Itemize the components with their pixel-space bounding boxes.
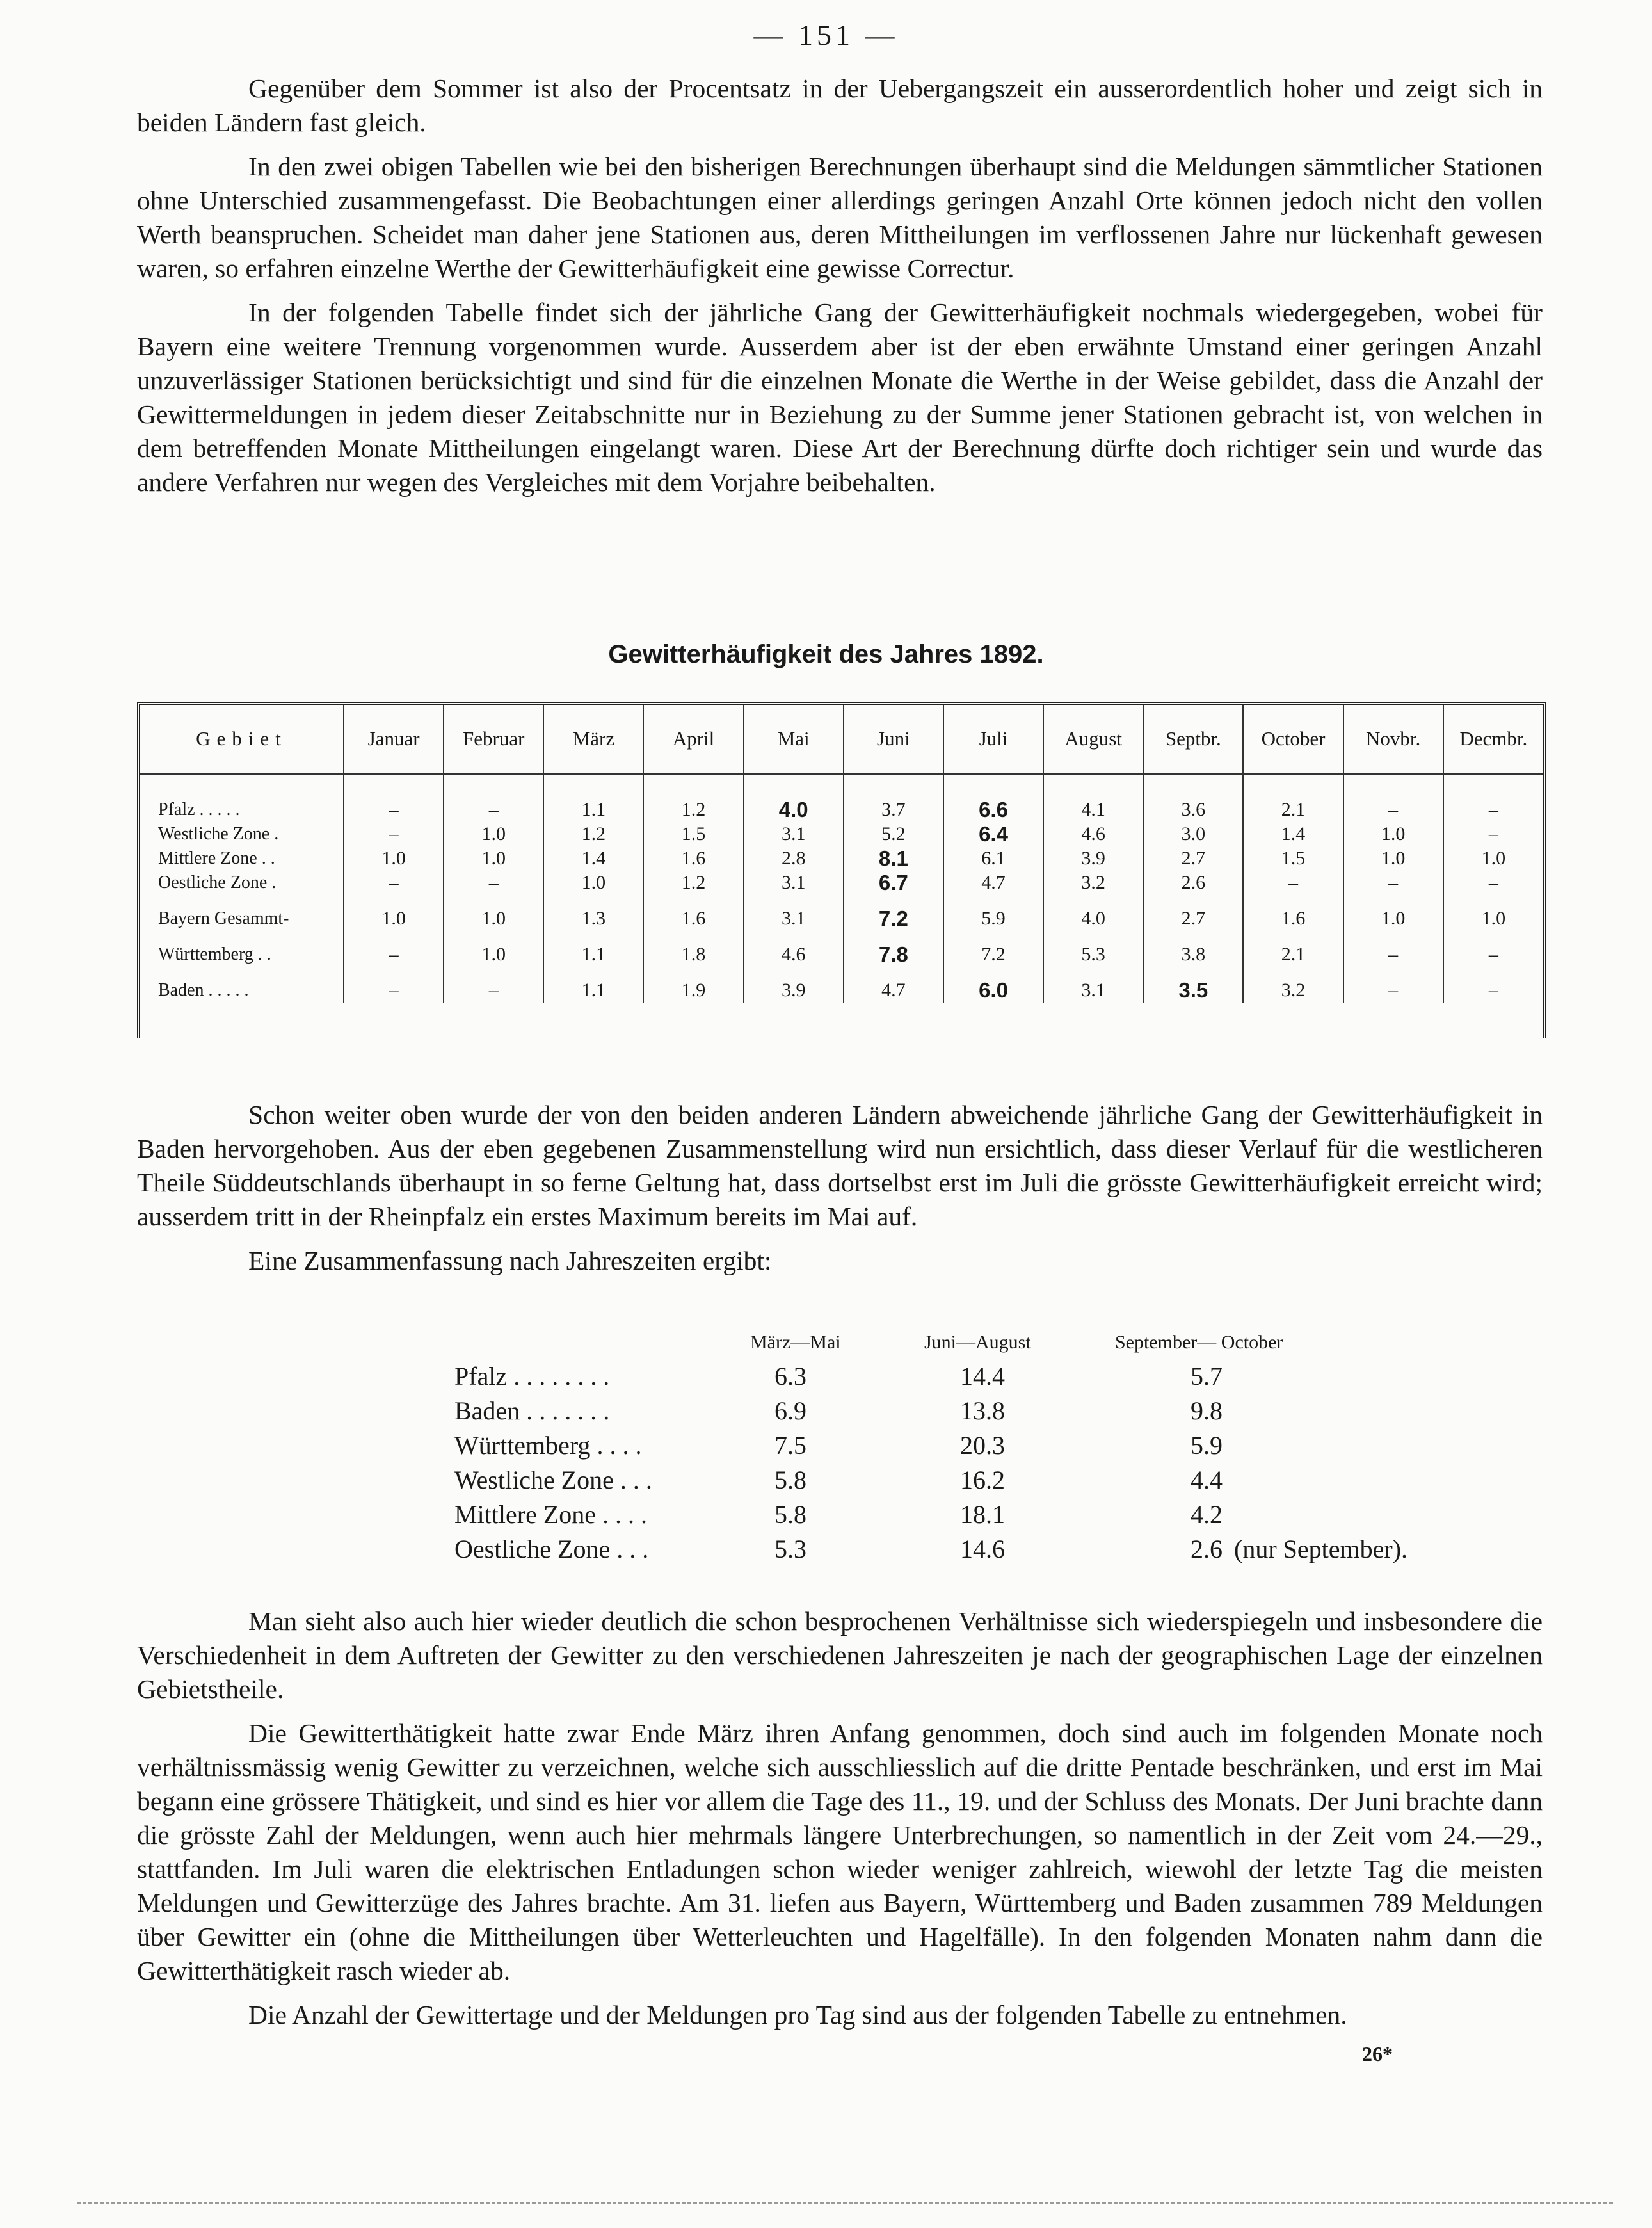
value-cell: 4.6 [744,942,844,967]
value-cell: 5.3 [1043,942,1143,967]
value-cell: – [444,978,543,1003]
gap-cell [1143,895,1243,907]
table-row [140,871,1543,895]
season-value [1191,1465,1223,1495]
value-cell: 1.0 [1343,846,1443,871]
table-gap-row [140,931,1543,942]
region-cell: Oestliche Zone . [140,871,344,895]
spacer-cell [140,774,344,798]
value-cell: 1.0 [543,871,643,895]
header-october: October [1243,705,1343,774]
spacer-cell [1343,774,1443,798]
value-cell: – [444,871,543,895]
value-cell: 2.1 [1243,942,1343,967]
season-value-number: 4.2 [1191,1500,1223,1529]
season-value [1191,1499,1223,1530]
value-cell: 8.1 [844,846,943,871]
value-cell: 3.1 [744,871,844,895]
season-row [0,1465,1652,1499]
page-number: — 151 — [753,19,899,51]
value-cell: – [444,798,543,822]
table-spacer-row [140,774,1543,798]
region-cell: Baden . . . . . [140,978,344,1003]
value-cell: 1.2 [643,871,743,895]
season-value [1191,1361,1223,1391]
value-cell: 4.6 [1043,822,1143,846]
gap-cell [744,967,844,978]
value-cell: 3.2 [1043,871,1143,895]
season-value [1191,1396,1223,1426]
value-cell: 2.1 [1243,798,1343,822]
spacer-cell [344,774,444,798]
value-cell: – [1488,823,1498,844]
header-december: Decmbr. [1443,705,1543,774]
gap-cell [1343,931,1443,942]
value-cell: 3.9 [1043,846,1143,871]
value-cell: 1.0 [444,846,543,871]
spacer-cell [1043,774,1143,798]
season-header-spring: März—Mai [750,1332,841,1353]
value-cell: 1.5 [643,822,743,846]
value-cell: 1.0 [1481,848,1506,869]
value-cell: 3.6 [1143,798,1243,822]
header-mai: Mai [744,705,844,774]
value-cell: – [344,942,444,967]
intro-paragraph-3: In der folgenden Tabelle findet sich der jährliche Gang der Gewitterhäufigkeit nochmals wiedergegeben, wobei für Bayern eine weitere Trennung vorgenommen wurde. Ausserdem aber ist der eben erwähnte Umstand einer geringen Anzahl unzuverlässiger Stationen berücksichtigt und sind für die einzelnen Monate die Werthe in der Weise gebildet, dass die Anzahl der Gewittermeldungen in jedem dieser Zeitabschnitte nur in Beziehung zu der Summe jener Stationen gebracht ist, von welchen in dem betreffenden Monate Mittheilungen eingelangt waren. Diese Art der Berechnung dürfte doch richtiger sein und wurde das andere Verfahren nur wegen des Vergleiches mit dem Vorjahre beibehalten. [137,298,1543,497]
thunderstorm-frequency-table [137,702,1546,1038]
gap-cell [444,967,543,978]
gap-cell [1343,967,1443,978]
gap-cell [744,931,844,942]
value-cell: 1.0 [444,822,543,846]
value-cell: 1.8 [643,942,743,967]
value-cell: – [1343,942,1443,967]
gap-cell [344,895,444,907]
value-cell: 1.1 [543,942,643,967]
season-header-summer: Juni—August [924,1332,1031,1353]
value-cell: 5.9 [943,907,1043,931]
season-header-autumn: September— October [1115,1332,1283,1353]
spacer-cell [844,774,943,798]
table-title: Gewitterhäufigkeit des Jahres 1892. [608,640,1044,668]
gap-cell [140,967,344,978]
gap-cell [943,967,1043,978]
gap-cell [943,895,1043,907]
season-row [0,1361,1652,1396]
gap-cell [543,931,643,942]
season-row [0,1499,1652,1534]
middle-text [137,1098,1543,1288]
value-cell: 1.2 [643,798,743,822]
value-cell: 3.8 [1143,942,1243,967]
value-cell: – [1343,798,1443,822]
value-cell: 7.2 [844,907,943,931]
season-value-number: 5.3 [774,1535,806,1563]
season-region-name: Oestliche Zone . . . [454,1535,649,1563]
header-august: August [1043,705,1143,774]
gap-cell [140,895,344,907]
gap-cell [1143,967,1243,978]
season-row [0,1534,1652,1569]
value-cell: 1.0 [444,942,543,967]
region-cell: Württemberg . . [140,942,344,967]
season-value-number: 4.4 [1191,1465,1223,1494]
region-cell: Pfalz . . . . . [140,798,344,822]
value-cell: 4.1 [1043,798,1143,822]
spacer-cell [1243,774,1343,798]
gap-cell [1043,931,1143,942]
value-cell: 3.5 [1143,978,1243,1003]
season-value [774,1534,806,1564]
spacer-cell [1143,774,1243,798]
value-cell: 1.0 [444,907,543,931]
table-header-row [140,705,1543,774]
season-value-number: 18.1 [960,1500,1005,1529]
header-november: Novbr. [1343,705,1443,774]
value-cell: 1.9 [643,978,743,1003]
value-cell: 4.0 [744,798,844,822]
gap-cell [1443,931,1543,942]
season-value-number: 5.9 [1191,1431,1223,1460]
value-cell: 1.1 [543,798,643,822]
final-text [137,1604,1543,2042]
value-cell: 1.0 [1481,908,1506,929]
table-row [140,942,1543,967]
gap-cell [1343,895,1443,907]
table-row [140,907,1543,931]
footer-divider [77,2202,1613,2204]
season-value-number: 16.2 [960,1465,1005,1494]
value-cell: 1.5 [1243,846,1343,871]
season-region-name: Westliche Zone . . . [454,1465,652,1494]
middle-paragraph-2: Eine Zusammenfassung nach Jahreszeiten ergibt: [248,1246,772,1275]
value-cell: 2.8 [744,846,844,871]
gap-cell [344,967,444,978]
season-value-number: 5.8 [774,1465,806,1494]
header-juli: Juli [943,705,1043,774]
value-cell: – [344,978,444,1003]
season-value-number: 6.3 [774,1362,806,1391]
spacer-cell [1443,774,1543,798]
season-value [774,1430,806,1460]
gap-cell [744,895,844,907]
gap-cell [643,967,743,978]
region-cell: Bayern Gesammt- [140,907,344,931]
season-value [774,1396,806,1426]
value-cell: 1.1 [543,978,643,1003]
value-cell: 1.6 [1243,907,1343,931]
gap-cell [1243,931,1343,942]
value-cell: 3.9 [744,978,844,1003]
value-cell: – [1488,980,1498,1001]
season-value-number: 5.8 [774,1500,806,1529]
season-value [960,1361,1005,1391]
season-row [0,1430,1652,1465]
value-cell: 1.4 [543,846,643,871]
value-cell: 6.6 [943,798,1043,822]
season-region-name: Mittlere Zone . . . . [454,1500,648,1529]
value-cell: 1.2 [543,822,643,846]
value-cell: 7.2 [943,942,1043,967]
region-cell: Westliche Zone . [140,822,344,846]
table-row [140,846,1543,871]
value-cell: 1.0 [344,907,444,931]
gap-cell [344,931,444,942]
value-cell: – [344,822,444,846]
gap-cell [643,895,743,907]
spacer-cell [643,774,743,798]
season-value [1191,1534,1407,1564]
value-cell: – [1488,944,1498,965]
season-row [0,1396,1652,1430]
season-value [960,1465,1005,1495]
final-paragraph-3: Die Anzahl der Gewittertage und der Meldungen pro Tag sind aus der folgenden Tabelle zu entnehmen. [248,2000,1347,2030]
value-cell: 1.3 [543,907,643,931]
season-region-name: Baden . . . . . . . [454,1396,610,1425]
season-region-name: Pfalz . . . . . . . . [454,1362,610,1391]
gap-cell [543,895,643,907]
value-cell: 3.1 [744,822,844,846]
gap-cell [444,931,543,942]
intro-paragraph-1: Gegenüber dem Sommer ist also der Procentsatz in der Uebergangszeit ein ausserordentlich hoher und zeigt sich in beiden Ländern fast gleich. [137,74,1543,137]
season-value [960,1534,1005,1564]
header-april: April [643,705,743,774]
season-region-name: Württemberg . . . . [454,1431,642,1460]
value-cell: 6.0 [943,978,1043,1003]
value-cell: 3.1 [744,907,844,931]
value-cell: 6.1 [943,846,1043,871]
value-cell: 1.6 [643,846,743,871]
value-cell: 2.6 [1143,871,1243,895]
value-cell: 1.0 [344,846,444,871]
value-cell: – [1343,871,1443,895]
gap-cell [444,895,543,907]
value-cell: 3.2 [1243,978,1343,1003]
value-cell: 1.4 [1243,822,1343,846]
season-value-number: 5.7 [1191,1362,1223,1391]
spacer-cell [943,774,1043,798]
intro-paragraph-2: In den zwei obigen Tabellen wie bei den bisherigen Berechnungen überhaupt sind die Meldungen sämmtlicher Stationen ohne Unterschied zusammengefasst. Die Beobachtungen einer allerdings geringen Anzahl Orte können jedoch nicht den vollen Werth beanspruchen. Scheidet man daher jene Stationen aus, deren Mittheilungen im verflossenen Jahre nur lückenhaft gewesen waren, so erfahren einzelne Werthe der Gewitterhäufigkeit eine gewisse Correctur. [137,152,1543,283]
season-note: (nur September). [1234,1535,1408,1563]
value-cell: 3.0 [1143,822,1243,846]
final-paragraph-2: Die Gewitterthätigkeit hatte zwar Ende März ihren Anfang genommen, doch sind auch im folgenden Monate noch verhältnissmässig wenig Gewitter zu verzeichnen, welche sich ausschliesslich auf die dritte Pentade beschränken, und erst im Mai begann eine grössere Thätigkeit, und sind es hier vor allem die Tage des 11., 19. und der Schluss des Monats. Der Juni brachte dann die grösste Zahl der Meldungen, wenn auch hier mehrmals längere Unterbrechungen, so namentlich in der Zeit vom 24.—29., stattfanden. Im Juli waren die elektrischen Entladungen schon wieder weniger zahlreich, wiewohl der letzte Tag die meisten Meldungen und Gewitterzüge des Jahres brachte. Am 31. liefen aus Bayern, Württemberg und Baden zusammen 789 Meldungen über Gewitter ein (ohne die Mittheilungen über Wetterleuchten und Hagelfälle). In den folgenden Monaten nahm dann die Gewitterthätigkeit rasch wieder ab. [137,1718,1543,1985]
gap-cell [543,967,643,978]
value-cell: 7.8 [844,942,943,967]
gap-cell [140,931,344,942]
season-value [1191,1430,1223,1460]
season-value-number: 13.8 [960,1396,1005,1425]
season-value [774,1499,806,1530]
value-cell: 5.2 [844,822,943,846]
season-value-number: 14.4 [960,1362,1005,1391]
gap-cell [844,931,943,942]
gap-cell [1043,967,1143,978]
value-cell: 2.7 [1143,846,1243,871]
gap-cell [1443,895,1543,907]
gap-cell [1243,895,1343,907]
season-value [960,1396,1005,1426]
value-cell: 4.7 [943,871,1043,895]
value-cell: – [1343,978,1443,1003]
spacer-cell [444,774,543,798]
season-value-number: 14.6 [960,1535,1005,1563]
header-januar: Januar [344,705,444,774]
header-maerz: März [543,705,643,774]
header-februar: Februar [444,705,543,774]
table-body [140,774,1543,1003]
gap-cell [844,967,943,978]
spacer-cell [744,774,844,798]
value-cell: – [1488,872,1498,893]
value-cell: 2.7 [1143,907,1243,931]
gap-cell [943,931,1043,942]
region-cell: Mittlere Zone . . [140,846,344,871]
frequency-table [140,705,1543,1003]
value-cell: 1.0 [1343,822,1443,846]
season-value-number: 7.5 [774,1431,806,1460]
season-value [774,1361,806,1391]
season-value-number: 9.8 [1191,1396,1223,1425]
seasonal-summary [0,1332,1652,1588]
season-value [774,1465,806,1495]
table-gap-row [140,967,1543,978]
value-cell: 1.0 [1343,907,1443,931]
header-juni: Juni [844,705,943,774]
intro-text [137,72,1543,510]
table-row [140,798,1543,822]
season-value-number: 20.3 [960,1431,1005,1460]
value-cell: 6.7 [844,871,943,895]
table-row [140,978,1543,1003]
table-gap-row [140,895,1543,907]
gap-cell [643,931,743,942]
gap-cell [1243,967,1343,978]
value-cell: 4.0 [1043,907,1143,931]
value-cell: – [1243,871,1343,895]
season-value [960,1430,1005,1460]
season-value [960,1499,1005,1530]
header-september: Septbr. [1143,705,1243,774]
gap-cell [844,895,943,907]
table-row [140,822,1543,846]
gap-cell [1043,895,1143,907]
value-cell: 4.7 [844,978,943,1003]
gap-cell [1443,967,1543,978]
gap-cell [1143,931,1243,942]
value-cell: 3.7 [844,798,943,822]
value-cell: – [344,798,444,822]
season-value-number: 6.9 [774,1396,806,1425]
value-cell: 1.6 [643,907,743,931]
season-value-number: 2.6 [1191,1535,1223,1563]
value-cell: 6.4 [943,822,1043,846]
header-gebiet: Gebiet [140,705,344,774]
value-cell: – [1488,799,1498,820]
value-cell: – [344,871,444,895]
final-paragraph-1: Man sieht also auch hier wieder deutlich die schon besprochenen Verhältnisse sich wiederspiegeln und insbesondere die Verschiedenheit in dem Auftreten der Gewitter zu den verschiedenen Jahreszeiten je nach der geographischen Lage der einzelnen Gebietstheile. [137,1606,1543,1704]
middle-paragraph-1: Schon weiter oben wurde der von den beiden anderen Ländern abweichende jährliche Gang der Gewitterhäufigkeit in Baden hervorgehoben. Aus der eben gegebenen Zusammenstellung wird nun ersichtlich, dass dieser Verlauf für die westlicheren Theile Süddeutschlands überhaupt in so ferne Geltung hat, dass dortselbst erst im Juli die grösste Gewitterhäufigkeit erreicht wird; ausserdem tritt in der Rheinpfalz ein erstes Maximum bereits im Mai auf. [137,1100,1543,1231]
spacer-cell [543,774,643,798]
value-cell: 3.1 [1043,978,1143,1003]
signature-mark: 26* [1362,2042,1393,2065]
